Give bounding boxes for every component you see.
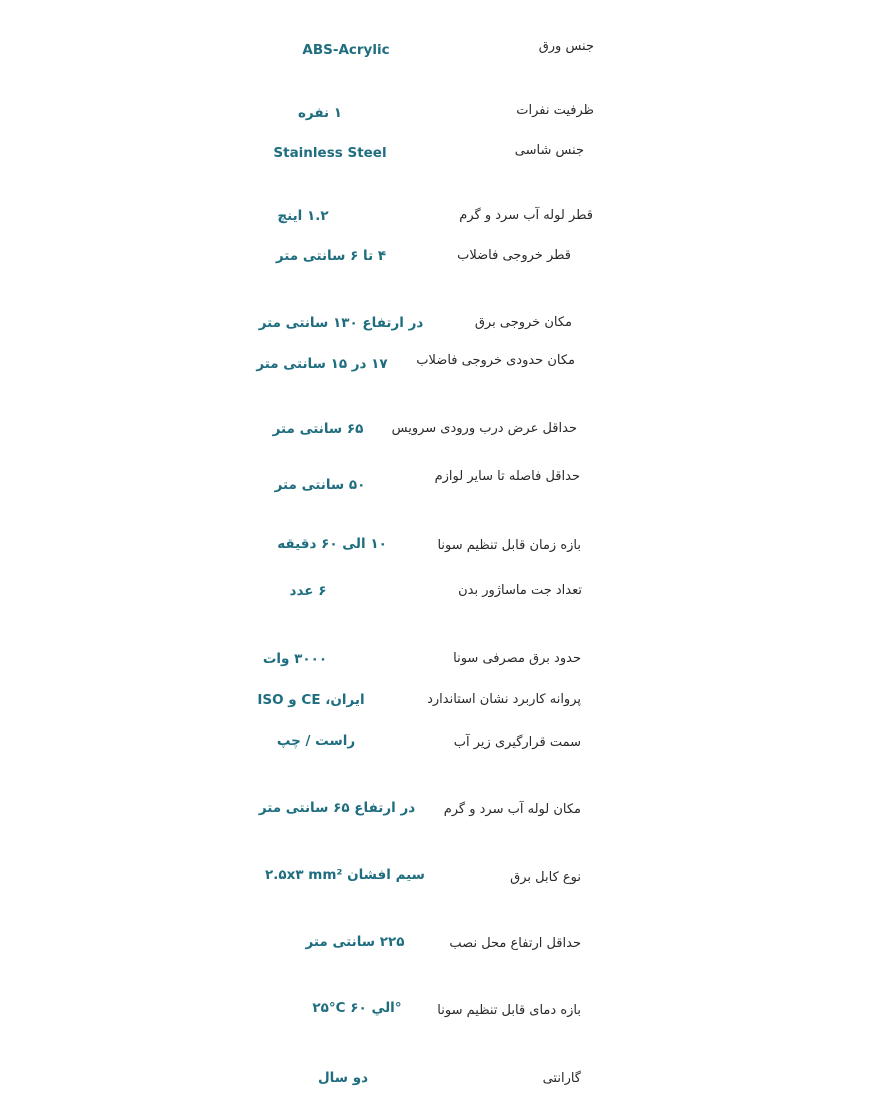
spec-value: ۵۰ سانتی متر (274, 477, 366, 493)
spec-label: قطر لوله آب سرد و گرم (459, 208, 593, 223)
spec-label: حداقل ارتفاع محل نصب (449, 936, 581, 951)
spec-row (0, 467, 870, 497)
spec-row (0, 536, 870, 566)
spec-value: ABS-Acrylic (302, 42, 390, 58)
spec-value: ایران، CE و ISO (257, 692, 365, 708)
spec-row (0, 1001, 870, 1031)
spec-label: جنس شاسی (514, 143, 584, 158)
spec-row (0, 934, 870, 964)
spec-value: ۱۰ الی ۶۰ دقیقه (277, 536, 387, 552)
spec-row (0, 690, 870, 720)
spec-label: تعداد جت ماساژور بدن (458, 583, 582, 598)
spec-row (0, 351, 870, 381)
spec-label: مکان حدودی خروجی فاضلاب (416, 353, 575, 368)
spec-label: ظرفیت نفرات (516, 103, 594, 118)
spec-label: حداقل فاصله تا سایر لوازم (434, 469, 580, 484)
spec-label: حدود برق مصرفی سونا (453, 651, 581, 666)
spec-value: در ارتفاع ۶۵ سانتی متر (258, 800, 416, 816)
spec-label: پروانه کاربرد نشان استاندارد (427, 692, 581, 707)
spec-label: سمت قرارگیری زیر آب (453, 735, 581, 750)
spec-value: ۲۵°C الي ۶۰° (312, 1000, 402, 1016)
spec-value: ۱۷ در ۱۵ سانتی متر (256, 356, 388, 372)
spec-row (0, 37, 870, 67)
spec-row (0, 246, 870, 276)
spec-label: گارانتی (542, 1071, 581, 1086)
spec-value: ۱.۲ اینچ (277, 208, 329, 224)
spec-value: ۱ نفره (297, 105, 343, 121)
spec-label: قطر خروجی فاضلاب (457, 248, 571, 263)
spec-value: ۶ عدد (289, 583, 327, 599)
spec-row (0, 868, 870, 898)
spec-label: حداقل عرض درب ورودی سرویس (391, 421, 577, 436)
spec-value: ۲۲۵ سانتی متر (305, 934, 405, 950)
spec-value: ۴ تا ۶ سانتی متر (275, 248, 387, 264)
spec-row (0, 649, 870, 679)
spec-row (0, 101, 870, 131)
spec-label: مکان لوله آب سرد و گرم (443, 802, 581, 817)
spec-value: در ارتفاع ۱۳۰ سانتی متر (258, 315, 424, 331)
spec-row (0, 206, 870, 236)
spec-row (0, 581, 870, 611)
spec-value: راست / چپ (276, 733, 356, 749)
spec-row (0, 1069, 870, 1099)
spec-value: ۶۵ سانتی متر (272, 421, 364, 437)
spec-row (0, 800, 870, 830)
spec-value: سیم افشان ۲.۵x۳ mm² (265, 867, 425, 883)
spec-label: نوع کابل برق (510, 870, 581, 885)
spec-label: مکان خروجی برق (474, 315, 572, 330)
spec-row (0, 313, 870, 343)
spec-value: ۳۰۰۰ وات (262, 651, 328, 667)
spec-label: جنس ورق (538, 39, 594, 54)
spec-value: دو سال (317, 1070, 369, 1086)
spec-label: بازه دمای قابل تنظیم سونا (437, 1003, 581, 1018)
spec-row (0, 733, 870, 763)
spec-row (0, 141, 870, 171)
spec-row (0, 419, 870, 449)
spec-label: بازه زمان قابل تنظیم سونا (437, 538, 581, 553)
spec-value: Stainless Steel (273, 145, 387, 161)
